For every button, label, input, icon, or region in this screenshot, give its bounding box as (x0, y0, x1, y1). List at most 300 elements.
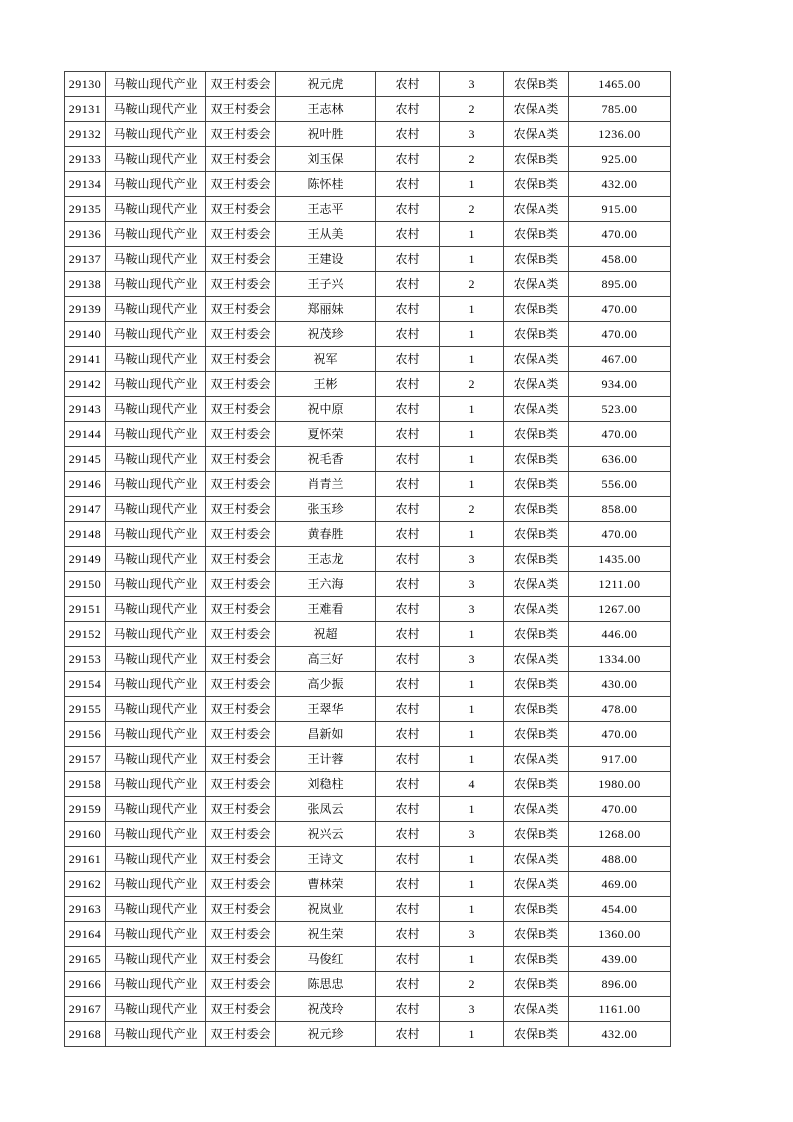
village-cell: 双王村委会 (206, 897, 276, 922)
name-cell: 王彬 (276, 372, 376, 397)
category-cell: 农保A类 (504, 572, 569, 597)
name-cell: 王计蓉 (276, 747, 376, 772)
table-row (65, 797, 671, 822)
category-cell: 农保B类 (504, 922, 569, 947)
village-cell: 双王村委会 (206, 597, 276, 622)
residence-cell: 农村 (376, 847, 440, 872)
table-row (65, 397, 671, 422)
category-cell: 农保A类 (504, 647, 569, 672)
amount-cell: 478.00 (569, 697, 671, 722)
district-cell: 马鞍山现代产业 (106, 372, 206, 397)
residence-cell: 农村 (376, 647, 440, 672)
id-cell: 29145 (65, 447, 106, 472)
district-cell: 马鞍山现代产业 (106, 622, 206, 647)
amount-cell: 1211.00 (569, 572, 671, 597)
residence-cell: 农村 (376, 1022, 440, 1047)
id-cell: 29159 (65, 797, 106, 822)
village-cell: 双王村委会 (206, 972, 276, 997)
residence-cell: 农村 (376, 372, 440, 397)
village-cell: 双王村委会 (206, 747, 276, 772)
name-cell: 祝兴云 (276, 822, 376, 847)
amount-cell: 636.00 (569, 447, 671, 472)
district-cell: 马鞍山现代产业 (106, 522, 206, 547)
benefits-table (64, 71, 671, 1047)
table-row (65, 522, 671, 547)
table-row (65, 472, 671, 497)
village-cell: 双王村委会 (206, 97, 276, 122)
district-cell: 马鞍山现代产业 (106, 347, 206, 372)
table-row (65, 997, 671, 1022)
count-cell: 1 (440, 297, 504, 322)
id-cell: 29156 (65, 722, 106, 747)
village-cell: 双王村委会 (206, 397, 276, 422)
id-cell: 29163 (65, 897, 106, 922)
name-cell: 王从美 (276, 222, 376, 247)
category-cell: 农保B类 (504, 297, 569, 322)
count-cell: 1 (440, 872, 504, 897)
amount-cell: 1334.00 (569, 647, 671, 672)
district-cell: 马鞍山现代产业 (106, 997, 206, 1022)
id-cell: 29131 (65, 97, 106, 122)
residence-cell: 农村 (376, 222, 440, 247)
residence-cell: 农村 (376, 147, 440, 172)
residence-cell: 农村 (376, 947, 440, 972)
count-cell: 1 (440, 747, 504, 772)
district-cell: 马鞍山现代产业 (106, 822, 206, 847)
district-cell: 马鞍山现代产业 (106, 197, 206, 222)
village-cell: 双王村委会 (206, 997, 276, 1022)
amount-cell: 1268.00 (569, 822, 671, 847)
amount-cell: 467.00 (569, 347, 671, 372)
village-cell: 双王村委会 (206, 1022, 276, 1047)
name-cell: 祝叶胜 (276, 122, 376, 147)
name-cell: 昌新如 (276, 722, 376, 747)
village-cell: 双王村委会 (206, 72, 276, 97)
village-cell: 双王村委会 (206, 197, 276, 222)
amount-cell: 446.00 (569, 622, 671, 647)
residence-cell: 农村 (376, 172, 440, 197)
village-cell: 双王村委会 (206, 722, 276, 747)
category-cell: 农保B类 (504, 672, 569, 697)
id-cell: 29136 (65, 222, 106, 247)
village-cell: 双王村委会 (206, 872, 276, 897)
id-cell: 29140 (65, 322, 106, 347)
amount-cell: 439.00 (569, 947, 671, 972)
name-cell: 祝中原 (276, 397, 376, 422)
category-cell: 农保B类 (504, 72, 569, 97)
table-row (65, 572, 671, 597)
amount-cell: 917.00 (569, 747, 671, 772)
name-cell: 祝岚业 (276, 897, 376, 922)
village-cell: 双王村委会 (206, 247, 276, 272)
count-cell: 1 (440, 797, 504, 822)
name-cell: 祝生荣 (276, 922, 376, 947)
amount-cell: 432.00 (569, 1022, 671, 1047)
district-cell: 马鞍山现代产业 (106, 497, 206, 522)
category-cell: 农保B类 (504, 622, 569, 647)
name-cell: 王建设 (276, 247, 376, 272)
count-cell: 2 (440, 372, 504, 397)
table-row (65, 272, 671, 297)
amount-cell: 1360.00 (569, 922, 671, 947)
count-cell: 1 (440, 172, 504, 197)
amount-cell: 470.00 (569, 322, 671, 347)
id-cell: 29148 (65, 522, 106, 547)
name-cell: 曹林荣 (276, 872, 376, 897)
residence-cell: 农村 (376, 522, 440, 547)
table-row (65, 1022, 671, 1047)
village-cell: 双王村委会 (206, 372, 276, 397)
category-cell: 农保A类 (504, 272, 569, 297)
count-cell: 3 (440, 572, 504, 597)
table-row (65, 497, 671, 522)
village-cell: 双王村委会 (206, 297, 276, 322)
amount-cell: 1236.00 (569, 122, 671, 147)
amount-cell: 458.00 (569, 247, 671, 272)
table-row (65, 197, 671, 222)
name-cell: 祝军 (276, 347, 376, 372)
table-row (65, 422, 671, 447)
amount-cell: 432.00 (569, 172, 671, 197)
category-cell: 农保B类 (504, 697, 569, 722)
residence-cell: 农村 (376, 997, 440, 1022)
table-row (65, 347, 671, 372)
amount-cell: 785.00 (569, 97, 671, 122)
district-cell: 马鞍山现代产业 (106, 222, 206, 247)
amount-cell: 469.00 (569, 872, 671, 897)
id-cell: 29157 (65, 747, 106, 772)
village-cell: 双王村委会 (206, 522, 276, 547)
amount-cell: 523.00 (569, 397, 671, 422)
amount-cell: 934.00 (569, 372, 671, 397)
district-cell: 马鞍山现代产业 (106, 147, 206, 172)
id-cell: 29149 (65, 547, 106, 572)
district-cell: 马鞍山现代产业 (106, 447, 206, 472)
count-cell: 1 (440, 897, 504, 922)
residence-cell: 农村 (376, 497, 440, 522)
name-cell: 张玉珍 (276, 497, 376, 522)
category-cell: 农保A类 (504, 747, 569, 772)
id-cell: 29164 (65, 922, 106, 947)
table-row (65, 72, 671, 97)
amount-cell: 1465.00 (569, 72, 671, 97)
residence-cell: 农村 (376, 447, 440, 472)
id-cell: 29162 (65, 872, 106, 897)
table-row (65, 322, 671, 347)
name-cell: 张凤云 (276, 797, 376, 822)
name-cell: 马俊红 (276, 947, 376, 972)
table-row (65, 172, 671, 197)
category-cell: 农保A类 (504, 197, 569, 222)
amount-cell: 858.00 (569, 497, 671, 522)
village-cell: 双王村委会 (206, 447, 276, 472)
table-row (65, 372, 671, 397)
id-cell: 29132 (65, 122, 106, 147)
residence-cell: 农村 (376, 672, 440, 697)
table-row (65, 447, 671, 472)
village-cell: 双王村委会 (206, 472, 276, 497)
amount-cell: 470.00 (569, 522, 671, 547)
count-cell: 1 (440, 622, 504, 647)
name-cell: 夏怀荣 (276, 422, 376, 447)
amount-cell: 1161.00 (569, 997, 671, 1022)
count-cell: 1 (440, 472, 504, 497)
amount-cell: 925.00 (569, 147, 671, 172)
amount-cell: 470.00 (569, 297, 671, 322)
count-cell: 3 (440, 822, 504, 847)
residence-cell: 农村 (376, 347, 440, 372)
table-row (65, 622, 671, 647)
amount-cell: 470.00 (569, 422, 671, 447)
table-row (65, 672, 671, 697)
residence-cell: 农村 (376, 797, 440, 822)
id-cell: 29134 (65, 172, 106, 197)
id-cell: 29151 (65, 597, 106, 622)
village-cell: 双王村委会 (206, 497, 276, 522)
district-cell: 马鞍山现代产业 (106, 947, 206, 972)
amount-cell: 470.00 (569, 797, 671, 822)
residence-cell: 农村 (376, 72, 440, 97)
district-cell: 马鞍山现代产业 (106, 847, 206, 872)
name-cell: 祝茂珍 (276, 322, 376, 347)
count-cell: 1 (440, 247, 504, 272)
category-cell: 农保B类 (504, 972, 569, 997)
table-row (65, 222, 671, 247)
district-cell: 马鞍山现代产业 (106, 397, 206, 422)
residence-cell: 农村 (376, 272, 440, 297)
count-cell: 1 (440, 397, 504, 422)
id-cell: 29166 (65, 972, 106, 997)
village-cell: 双王村委会 (206, 222, 276, 247)
id-cell: 29158 (65, 772, 106, 797)
district-cell: 马鞍山现代产业 (106, 422, 206, 447)
count-cell: 2 (440, 272, 504, 297)
residence-cell: 农村 (376, 547, 440, 572)
district-cell: 马鞍山现代产业 (106, 697, 206, 722)
village-cell: 双王村委会 (206, 172, 276, 197)
category-cell: 农保A类 (504, 397, 569, 422)
id-cell: 29146 (65, 472, 106, 497)
category-cell: 农保B类 (504, 897, 569, 922)
count-cell: 2 (440, 972, 504, 997)
category-cell: 农保B类 (504, 222, 569, 247)
id-cell: 29133 (65, 147, 106, 172)
name-cell: 祝元珍 (276, 1022, 376, 1047)
district-cell: 马鞍山现代产业 (106, 97, 206, 122)
count-cell: 3 (440, 997, 504, 1022)
category-cell: 农保B类 (504, 172, 569, 197)
table-row (65, 972, 671, 997)
count-cell: 1 (440, 447, 504, 472)
id-cell: 29168 (65, 1022, 106, 1047)
count-cell: 2 (440, 97, 504, 122)
name-cell: 肖青兰 (276, 472, 376, 497)
name-cell: 王六海 (276, 572, 376, 597)
id-cell: 29161 (65, 847, 106, 872)
residence-cell: 农村 (376, 622, 440, 647)
table-row (65, 97, 671, 122)
category-cell: 农保A类 (504, 847, 569, 872)
category-cell: 农保A类 (504, 997, 569, 1022)
count-cell: 4 (440, 772, 504, 797)
category-cell: 农保B类 (504, 772, 569, 797)
residence-cell: 农村 (376, 922, 440, 947)
village-cell: 双王村委会 (206, 947, 276, 972)
village-cell: 双王村委会 (206, 797, 276, 822)
name-cell: 陈思忠 (276, 972, 376, 997)
table-row (65, 747, 671, 772)
name-cell: 王翠华 (276, 697, 376, 722)
name-cell: 王志林 (276, 97, 376, 122)
name-cell: 黄春胜 (276, 522, 376, 547)
table-row (65, 722, 671, 747)
count-cell: 2 (440, 197, 504, 222)
name-cell: 王难看 (276, 597, 376, 622)
district-cell: 马鞍山现代产业 (106, 247, 206, 272)
village-cell: 双王村委会 (206, 347, 276, 372)
name-cell: 高少振 (276, 672, 376, 697)
category-cell: 农保A类 (504, 797, 569, 822)
count-cell: 1 (440, 672, 504, 697)
count-cell: 1 (440, 522, 504, 547)
id-cell: 29160 (65, 822, 106, 847)
category-cell: 农保B类 (504, 422, 569, 447)
residence-cell: 农村 (376, 747, 440, 772)
count-cell: 1 (440, 722, 504, 747)
village-cell: 双王村委会 (206, 672, 276, 697)
district-cell: 马鞍山现代产业 (106, 747, 206, 772)
id-cell: 29142 (65, 372, 106, 397)
district-cell: 马鞍山现代产业 (106, 972, 206, 997)
district-cell: 马鞍山现代产业 (106, 547, 206, 572)
table-row (65, 547, 671, 572)
count-cell: 2 (440, 147, 504, 172)
district-cell: 马鞍山现代产业 (106, 1022, 206, 1047)
residence-cell: 农村 (376, 197, 440, 222)
district-cell: 马鞍山现代产业 (106, 72, 206, 97)
id-cell: 29137 (65, 247, 106, 272)
residence-cell: 农村 (376, 247, 440, 272)
residence-cell: 农村 (376, 397, 440, 422)
category-cell: 农保A类 (504, 97, 569, 122)
name-cell: 祝元虎 (276, 72, 376, 97)
category-cell: 农保B类 (504, 447, 569, 472)
count-cell: 1 (440, 422, 504, 447)
count-cell: 1 (440, 947, 504, 972)
id-cell: 29130 (65, 72, 106, 97)
table-row (65, 922, 671, 947)
district-cell: 马鞍山现代产业 (106, 772, 206, 797)
amount-cell: 454.00 (569, 897, 671, 922)
table-row (65, 297, 671, 322)
village-cell: 双王村委会 (206, 322, 276, 347)
residence-cell: 农村 (376, 122, 440, 147)
name-cell: 王志平 (276, 197, 376, 222)
category-cell: 农保B类 (504, 472, 569, 497)
village-cell: 双王村委会 (206, 272, 276, 297)
name-cell: 王诗文 (276, 847, 376, 872)
table-row (65, 122, 671, 147)
district-cell: 马鞍山现代产业 (106, 272, 206, 297)
village-cell: 双王村委会 (206, 572, 276, 597)
residence-cell: 农村 (376, 897, 440, 922)
district-cell: 马鞍山现代产业 (106, 572, 206, 597)
count-cell: 1 (440, 847, 504, 872)
name-cell: 陈怀桂 (276, 172, 376, 197)
id-cell: 29135 (65, 197, 106, 222)
table-row (65, 597, 671, 622)
amount-cell: 488.00 (569, 847, 671, 872)
residence-cell: 农村 (376, 572, 440, 597)
category-cell: 农保B类 (504, 722, 569, 747)
name-cell: 郑丽妹 (276, 297, 376, 322)
table-row (65, 247, 671, 272)
category-cell: 农保B类 (504, 1022, 569, 1047)
id-cell: 29152 (65, 622, 106, 647)
count-cell: 3 (440, 597, 504, 622)
id-cell: 29167 (65, 997, 106, 1022)
district-cell: 马鞍山现代产业 (106, 722, 206, 747)
residence-cell: 农村 (376, 872, 440, 897)
id-cell: 29139 (65, 297, 106, 322)
count-cell: 3 (440, 922, 504, 947)
district-cell: 马鞍山现代产业 (106, 597, 206, 622)
amount-cell: 1435.00 (569, 547, 671, 572)
count-cell: 1 (440, 697, 504, 722)
village-cell: 双王村委会 (206, 547, 276, 572)
id-cell: 29141 (65, 347, 106, 372)
category-cell: 农保B类 (504, 247, 569, 272)
table-row (65, 697, 671, 722)
district-cell: 马鞍山现代产业 (106, 922, 206, 947)
table-row (65, 847, 671, 872)
district-cell: 马鞍山现代产业 (106, 672, 206, 697)
amount-cell: 915.00 (569, 197, 671, 222)
id-cell: 29138 (65, 272, 106, 297)
village-cell: 双王村委会 (206, 847, 276, 872)
residence-cell: 农村 (376, 297, 440, 322)
category-cell: 农保B类 (504, 947, 569, 972)
id-cell: 29165 (65, 947, 106, 972)
count-cell: 1 (440, 1022, 504, 1047)
id-cell: 29155 (65, 697, 106, 722)
count-cell: 2 (440, 497, 504, 522)
residence-cell: 农村 (376, 697, 440, 722)
count-cell: 3 (440, 547, 504, 572)
count-cell: 3 (440, 647, 504, 672)
amount-cell: 470.00 (569, 722, 671, 747)
amount-cell: 896.00 (569, 972, 671, 997)
village-cell: 双王村委会 (206, 647, 276, 672)
id-cell: 29144 (65, 422, 106, 447)
village-cell: 双王村委会 (206, 122, 276, 147)
village-cell: 双王村委会 (206, 697, 276, 722)
category-cell: 农保B类 (504, 822, 569, 847)
name-cell: 高三好 (276, 647, 376, 672)
category-cell: 农保B类 (504, 322, 569, 347)
amount-cell: 470.00 (569, 222, 671, 247)
count-cell: 1 (440, 322, 504, 347)
residence-cell: 农村 (376, 422, 440, 447)
amount-cell: 556.00 (569, 472, 671, 497)
category-cell: 农保B类 (504, 497, 569, 522)
category-cell: 农保A类 (504, 347, 569, 372)
count-cell: 3 (440, 72, 504, 97)
id-cell: 29143 (65, 397, 106, 422)
name-cell: 祝毛香 (276, 447, 376, 472)
amount-cell: 895.00 (569, 272, 671, 297)
id-cell: 29147 (65, 497, 106, 522)
